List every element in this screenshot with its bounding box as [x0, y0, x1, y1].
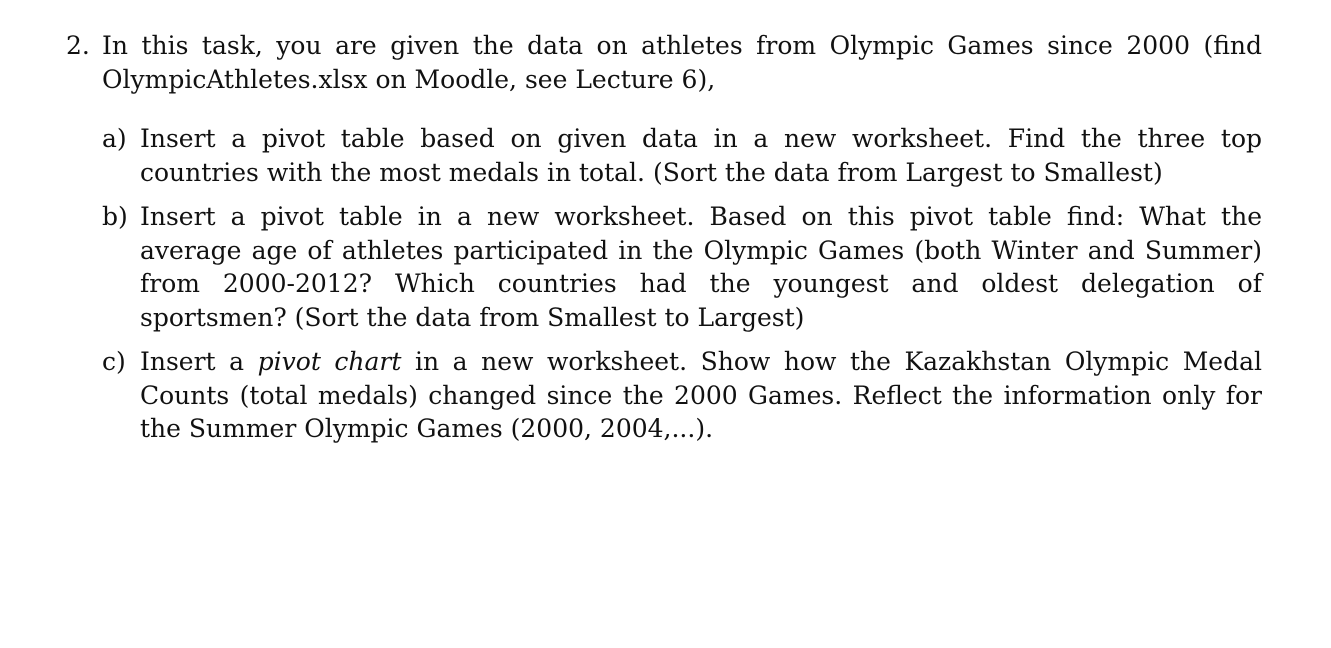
subtask-c — [102, 345, 1262, 446]
task-intro: In this task, you are given the data on athletes from Olympic Games since 2000 (find OlympicAthletes.xlsx on Moodle, see Lecture 6), — [102, 31, 1262, 94]
task-number: 2. — [66, 31, 90, 60]
subtask-text-before: Insert a — [140, 347, 258, 376]
subtask-text-after: in a new worksheet. Show how the Kazakhstan Olympic Medal Counts (total medals) changed since the 2000 Games. Reflect the information only for the Summer Olympic Games (2000, 2004,...). — [140, 347, 1262, 443]
task-item — [66, 29, 1262, 457]
task-body — [102, 29, 1262, 457]
document-page — [66, 29, 1262, 457]
subtask-b — [102, 200, 1262, 334]
subtask-letter: c) — [102, 347, 126, 376]
subtask-list — [102, 122, 1262, 446]
subtask-text: Insert a pivot table based on given data in a new worksheet. Find the three top countries with the most medals in total. (Sort the data from Largest to Smallest) — [140, 124, 1262, 187]
subtask-letter: b) — [102, 202, 128, 231]
subtask-a — [102, 122, 1262, 189]
pivot-chart-emphasis: pivot chart — [257, 347, 402, 376]
subtask-text: Insert a pivot table in a new worksheet. Based on this pivot table find: What the average age of athletes participated in the Olympic Games (both Winter and Summer) from 2000-2012? Which countries had the youngest and oldest delegation of sportsmen? (Sort the data from Smallest to Largest) — [140, 202, 1262, 332]
subtask-text — [140, 345, 1262, 446]
subtask-letter: a) — [102, 124, 127, 153]
